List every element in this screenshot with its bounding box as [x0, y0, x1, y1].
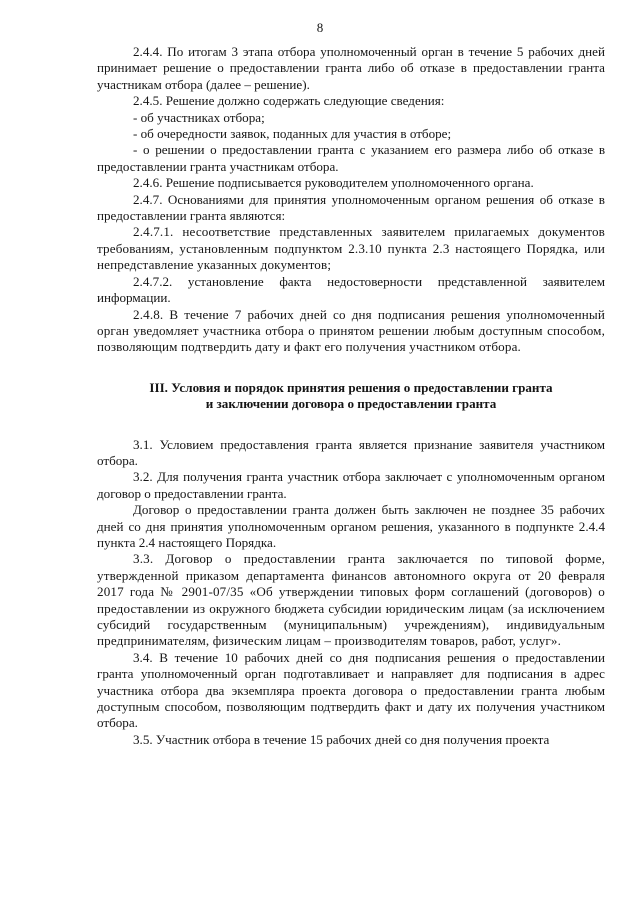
section-heading-line-2: и заключении договора о предоставлении гранта: [205, 396, 497, 412]
paragraph-2-4-7-2: 2.4.7.2. установление факта недостоверности представленной заявителем информации.: [97, 273, 605, 306]
paragraph-2-4-4: 2.4.4. По итогам 3 этапа отбора уполномоченный орган в течение 5 рабочих дней принимает решение о предоставлении гранта либо об отказе в предоставлении гранта участникам отбора (далее – решение).: [97, 44, 605, 92]
paragraph-3-2: 3.2. Для получения гранта участник отбора заключает с уполномоченным органом договор о предоставлении гранта.: [97, 469, 605, 501]
paragraph-3-3: 3.3. Договор о предоставлении гранта заключается по типовой форме, утвержденной приказом департамента финансов автономного округа от 20 февраля 2017 года № 2901-07/35 «Об утверждении типовых форм соглашений (договоров) о предоставлении из окружного бюджета субсидии юридическим лицам (за исключением субсидий государственным (муниципальным) учреждениям), индивидуальным предпринимателям, физическим лицам – производителям товаров, работ, услуг».: [97, 551, 605, 649]
paragraph-2-4-6: 2.4.6. Решение подписывается руководителем уполномоченного органа.: [133, 175, 534, 191]
list-item: - о решении о предоставлении гранта с указанием его размера либо об отказе в предоставлении гранта участникам отбора.: [97, 142, 605, 174]
paragraph-2-4-5: 2.4.5. Решение должно содержать следующие сведения:: [133, 93, 445, 109]
document-body: [97, 44, 605, 748]
paragraph-3-2-deadline: Договор о предоставлении гранта должен быть заключен не позднее 35 рабочих дней со дня принятия уполномоченным органом решения, указанного в подпункте 2.4.4 пункта 2.4 настоящего Порядка.: [97, 502, 605, 550]
list-item: - об участниках отбора;: [133, 109, 265, 125]
paragraph-3-4: 3.4. В течение 10 рабочих дней со дня подписания решения о предоставлении гранта уполномоченный орган подготавливает и направляет для подписания в адрес участника отбора два экземпляра проекта договора о предоставлении гранта любым доступным способом, позволяющим подтвердить факт и дату их получения участником отбора.: [97, 649, 605, 731]
paragraph-2-4-7: 2.4.7. Основаниями для принятия уполномоченным органом решения об отказе в предоставлении гранта являются:: [97, 191, 605, 224]
paragraph-3-1: 3.1. Условием предоставления гранта является признание заявителя участником отбора.: [97, 436, 605, 468]
list-item: - об очередности заявок, поданных для участия в отборе;: [133, 126, 452, 142]
section-heading-line-1: III. Условия и порядок принятия решения о предоставлении гранта: [149, 379, 553, 395]
paragraph-3-5: 3.5. Участник отбора в течение 15 рабочих дней со дня получения проекта: [133, 731, 550, 747]
paragraph-2-4-8: 2.4.8. В течение 7 рабочих дней со дня подписания решения уполномоченный орган уведомляет участника отбора о принятом решении любым доступным способом, позволяющим подтвердить дату и факт его получения участником отбора.: [97, 306, 605, 355]
section-heading: [97, 380, 605, 413]
paragraph-2-4-7-1: 2.4.7.1. несоответствие представленных заявителем прилагаемых документов требованиям, установленным подпунктом 2.3.10 пункта 2.3 настоящего Порядка, или непредставление указанных документов;: [97, 224, 605, 273]
page-number: 8: [316, 20, 324, 35]
